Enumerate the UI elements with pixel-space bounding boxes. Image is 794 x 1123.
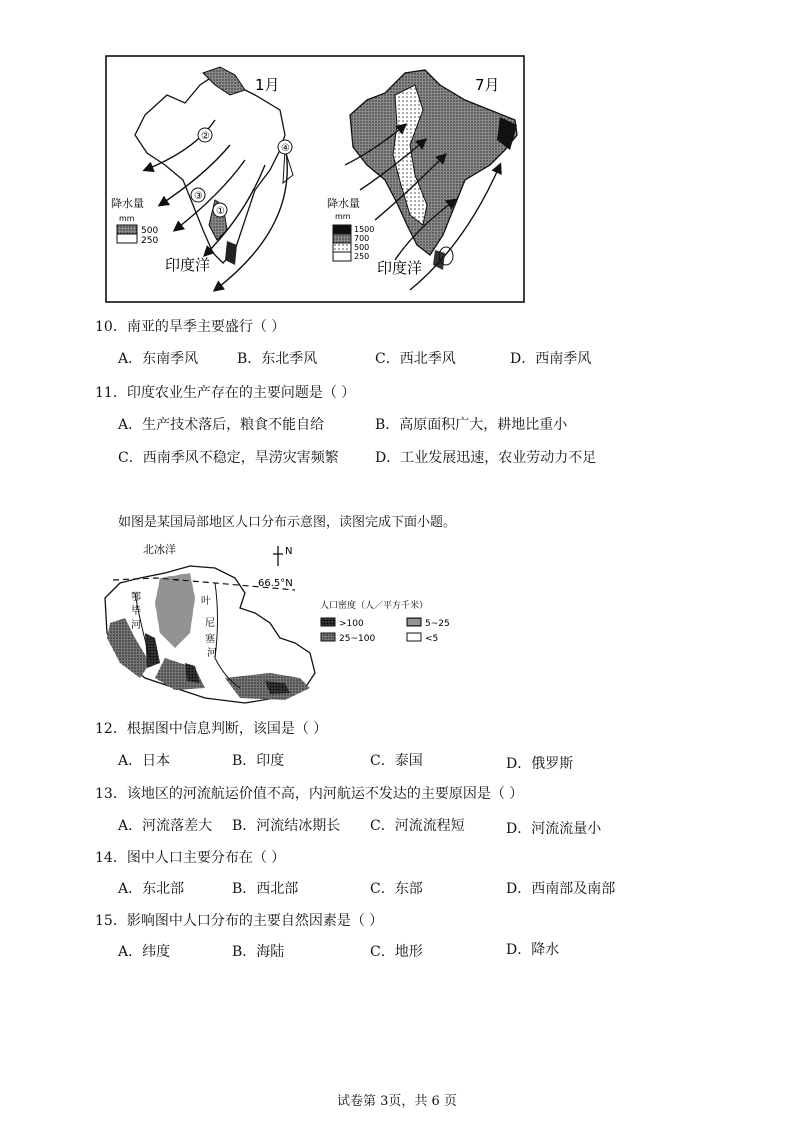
page-footer: 试卷第 3页，共 6 页 [337,1094,457,1109]
question-13-option-b[interactable]: B．河流结冰期长 [232,818,341,834]
pop-legend-item: 5~25 [425,619,450,629]
pop-legend-item: >100 [339,619,364,629]
river1-char: 河 [131,620,141,631]
question-12-option-d[interactable]: D．俄罗斯 [506,756,574,772]
river2-char: 尼 [205,618,215,629]
question-11-option-d[interactable]: D．工业发展迅速，农业劳动力不足 [375,450,597,466]
monsoon-maps-svg [105,55,525,303]
question-10-stem: 10．南亚的旱季主要盛行（ ） [95,319,286,335]
latitude-label: 66.5°N [258,578,293,589]
question-14-option-b[interactable]: B．西北部 [232,881,299,897]
question-11-option-b[interactable]: B．高原面积广大，耕地比重小 [375,417,568,433]
question-15-option-d[interactable]: D．降水 [506,942,560,958]
jan-legend-value: 250 [141,236,159,246]
jul-legend-value: 500 [354,243,370,252]
question-15-stem: 15．影响图中人口分布的主要自然因素是（ ） [95,913,384,929]
question-14-option-c[interactable]: C．东部 [370,881,423,897]
question-12-option-b[interactable]: B．印度 [232,753,285,769]
river1-char: 毕 [131,606,141,617]
question-10-option-d[interactable]: D．西南季风 [510,351,592,367]
jan-title: 1月 [255,76,280,94]
question-13-option-c[interactable]: C．河流流程短 [370,818,465,834]
question-14-stem: 14．图中人口主要分布在（ ） [95,850,286,866]
question-11-stem: 11．印度农业生产存在的主要问题是（ ） [95,385,356,401]
jan-legend-unit: mm [119,214,135,223]
question-15-option-c[interactable]: C．地形 [370,944,423,960]
question-15-option-a[interactable]: A．纬度 [118,944,171,960]
population-map-svg [95,538,465,710]
pop-legend-title: 人口密度（人／平方千米） [320,601,429,611]
river2-char: 塞 [205,634,215,645]
jan-legend-value: 500 [141,226,159,236]
marker-3: ③ [194,191,203,202]
jan-ocean-label: 印度洋 [165,256,211,274]
marker-1: ① [216,206,225,217]
question-15-option-b[interactable]: B．海陆 [232,944,285,960]
river1-char: 鄂 [131,592,141,603]
question-11-option-a[interactable]: A．生产技术落后，粮食不能自给 [118,417,325,433]
question-10-option-c[interactable]: C．西北季风 [375,351,456,367]
pop-legend-item: <5 [425,634,439,644]
question-13-option-a[interactable]: A．河流落差大 [118,818,213,834]
north-label: N [285,546,293,557]
question-10-option-b[interactable]: B．东北季风 [237,351,318,367]
river2-char: 河 [207,648,217,659]
population-figure [95,538,465,710]
question-14-option-d[interactable]: D．西南部及南部 [506,881,616,897]
jul-legend-title: 降水量 [327,197,360,210]
jul-legend-value: 700 [354,234,370,243]
pop-legend-item: 25~100 [339,634,376,644]
question-12-option-c[interactable]: C．泰国 [370,753,423,769]
question-13-stem: 13．该地区的河流航运价值不高，内河航运不发达的主要原因是（ ） [95,786,524,802]
question-10-option-a[interactable]: A．东南季风 [118,351,199,367]
jan-legend-title: 降水量 [111,197,144,210]
jul-legend-unit: mm [335,212,351,221]
marker-4: ④ [281,143,290,154]
jul-legend-value: 250 [354,252,370,261]
intro-text: 如图是某国局部地区人口分布示意图，读图完成下面小题。 [118,515,457,530]
marker-2: ② [201,131,210,142]
jul-title: 7月 [475,76,500,94]
jul-ocean-label: 印度洋 [377,259,423,277]
question-13-option-d[interactable]: D．河流流量小 [506,821,602,837]
jul-legend-value: 1500 [354,225,375,234]
question-11-option-c[interactable]: C．西南季风不稳定，旱涝灾害频繁 [118,450,339,466]
question-12-stem: 12．根据图中信息判断，该国是（ ） [95,721,328,737]
question-14-option-a[interactable]: A．东北部 [118,881,185,897]
river2-char: 叶 [201,596,211,607]
question-12-option-a[interactable]: A．日本 [118,753,171,769]
monsoon-figure [105,55,525,303]
pop-ocean-label: 北冰洋 [143,543,176,556]
